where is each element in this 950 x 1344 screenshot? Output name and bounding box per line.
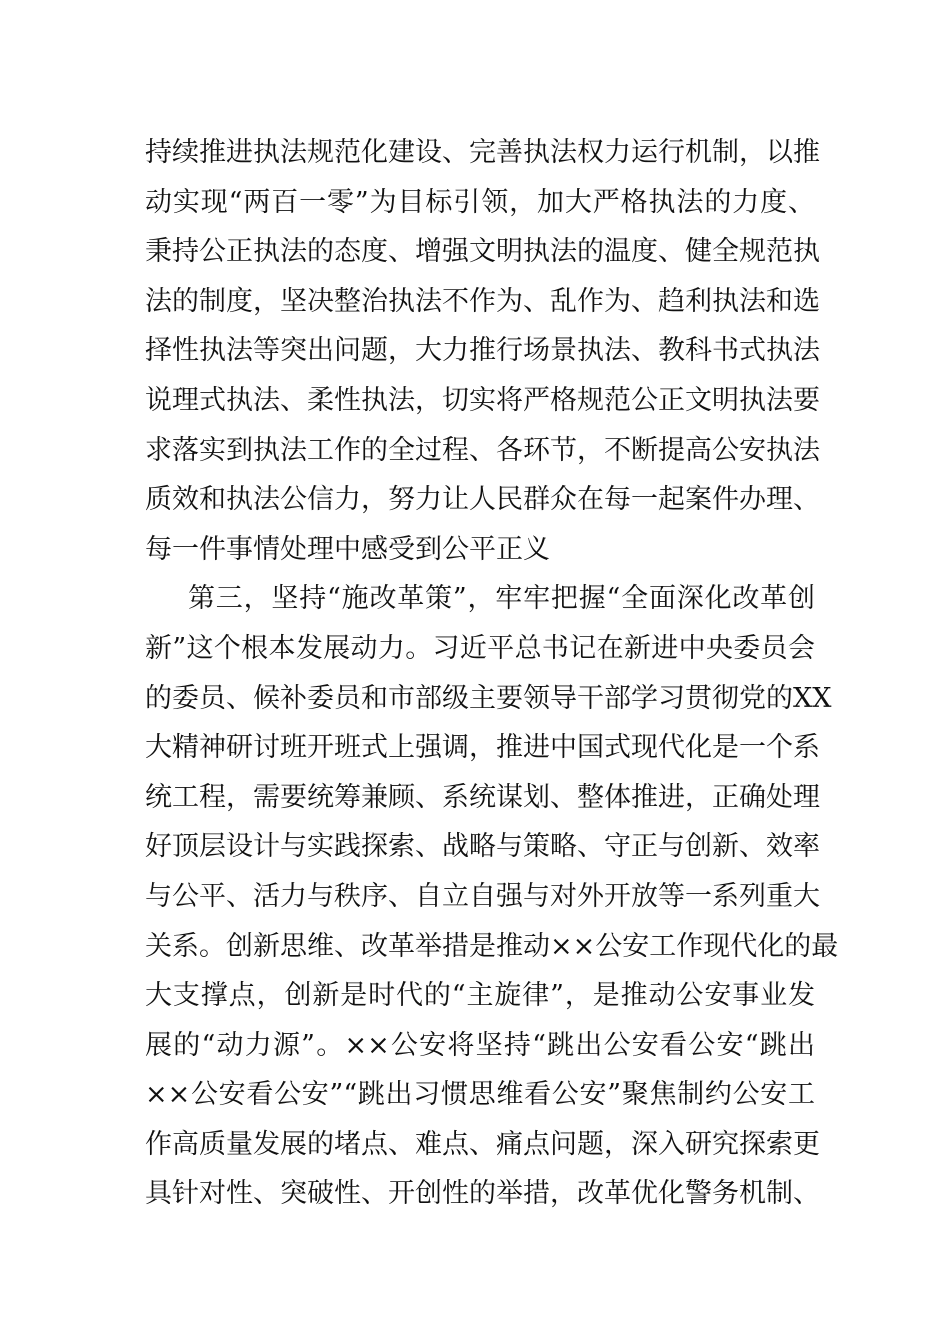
text-line: 具针对性、突破性、开创性的举措，改革优化警务机制、 [145,1178,820,1210]
text-line: 秉持公正执法的态度、增强文明执法的温度、健全规范执 [145,236,820,268]
text-line: 第三，坚持“施改革策”，牢牢把握“全面深化改革创 [188,583,815,615]
text-line: 统工程，需要统筹兼顾、系统谋划、整体推进，正确处理 [145,781,820,813]
text-line: 说理式执法、柔性执法，切实将严格规范公正文明执法要 [145,384,820,416]
text-line: 动实现“两百一零”为目标引领，加大严格执法的力度、 [145,186,815,218]
text-line: 关系。创新思维、改革举措是推动××公安工作现代化的最 [145,930,839,962]
text-line: 每一件事情处理中感受到公平正义 [145,533,550,565]
text-line: 与公平、活力与秩序、自立自强与对外开放等一系列重大 [145,880,820,912]
text-line: 质效和执法公信力，努力让人民群众在每一起案件办理、 [145,484,820,516]
document-body [145,128,839,1219]
paragraph [145,574,839,1219]
text-line: 作高质量发展的堵点、难点、痛点问题，深入研究探索更 [145,1128,820,1160]
text-line: 求落实到执法工作的全过程、各环节，不断提高公安执法 [145,434,820,466]
text-line: 法的制度，坚决整治执法不作为、乱作为、趋利执法和选 [145,285,820,317]
text-line: 的委员、候补委员和市部级主要领导干部学习贯彻党的XX [145,682,832,714]
text-line: 展的“动力源”。××公安将坚持“跳出公安看公安“跳出 [145,1029,815,1061]
text-line: 择性执法等突出问题，大力推行场景执法、教科书式执法 [145,335,820,367]
text-line: ××公安看公安”“跳出习惯思维看公安”聚焦制约公安工 [145,1079,815,1111]
text-line: 新”这个根本发展动力。习近平总书记在新进中央委员会 [145,632,815,664]
paragraph [145,128,820,574]
text-line: 持续推进执法规范化建设、完善执法权力运行机制，以推 [145,137,820,168]
text-line: 好顶层设计与实践探索、战略与策略、守正与创新、效率 [145,831,820,863]
text-line: 大精神研讨班开班式上强调，推进中国式现代化是一个系 [145,732,820,764]
text-line: 大支撑点，创新是时代的“主旋律”，是推动公安事业发 [145,980,815,1012]
